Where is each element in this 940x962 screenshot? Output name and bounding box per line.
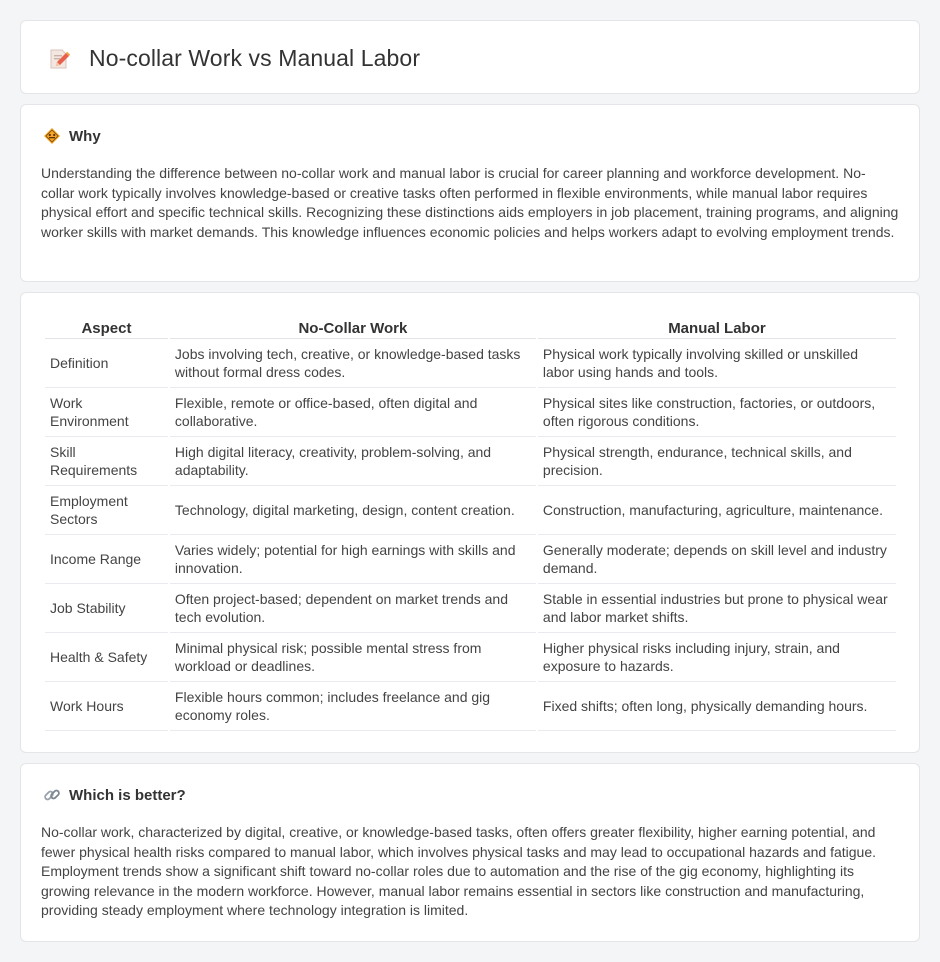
row-no-collar: Flexible hours common; includes freelance and gig economy roles. [170,682,536,731]
row-no-collar: Minimal physical risk; possible mental stress from workload or deadlines. [170,633,536,682]
comparison-table [43,315,898,731]
document-pencil-icon [47,47,71,71]
row-manual-labor: Physical sites like construction, factories, or outdoors, often rigorous conditions. [538,388,896,437]
better-header [43,786,186,804]
table-row [45,535,896,584]
table-row [45,486,896,535]
row-manual-labor: Fixed shifts; often long, physically demanding hours. [538,682,896,731]
header-card [20,20,920,94]
row-no-collar: Varies widely; potential for high earnings with skills and innovation. [170,535,536,584]
row-manual-labor: Physical work typically involving skilled or unskilled labor using hands and tools. [538,339,896,388]
why-card [20,104,920,282]
header-aspect: Aspect [45,315,168,339]
row-aspect: Health & Safety [45,633,168,682]
row-aspect: Employment Sectors [45,486,168,535]
better-title: Which is better? [69,786,186,804]
comparison-card [20,292,920,753]
diamond-sign-icon [43,127,61,145]
row-aspect: Skill Requirements [45,437,168,486]
table-row [45,437,896,486]
why-header [43,127,101,145]
row-manual-labor: Construction, manufacturing, agriculture, maintenance. [538,486,896,535]
row-manual-labor: Stable in essential industries but prone to physical wear and labor market shifts. [538,584,896,633]
row-aspect: Job Stability [45,584,168,633]
which-better-card [20,763,920,942]
row-manual-labor: Generally moderate; depends on skill level and industry demand. [538,535,896,584]
link-icon [43,786,61,804]
table-header-row [45,315,896,339]
why-title: Why [69,127,101,145]
row-no-collar: Flexible, remote or office-based, often digital and collaborative. [170,388,536,437]
header-manual-labor: Manual Labor [538,315,896,339]
page-title: No-collar Work vs Manual Labor [89,45,421,71]
row-no-collar: High digital literacy, creativity, problem-solving, and adaptability. [170,437,536,486]
title-row [47,45,420,72]
table-row [45,339,896,388]
table-row [45,388,896,437]
row-aspect: Definition [45,339,168,388]
row-aspect: Work Environment [45,388,168,437]
table-row [45,584,896,633]
row-aspect: Income Range [45,535,168,584]
row-aspect: Work Hours [45,682,168,731]
row-no-collar: Jobs involving tech, creative, or knowledge-based tasks without formal dress codes. [170,339,536,388]
row-no-collar: Often project-based; dependent on market trends and tech evolution. [170,584,536,633]
header-no-collar: No-Collar Work [170,315,536,339]
row-manual-labor: Physical strength, endurance, technical skills, and precision. [538,437,896,486]
why-text: Understanding the difference between no-collar work and manual labor is crucial for career planning and workforce development. No-collar work typically involves knowledge-based or creative tasks often performed in flexible environments, while manual labor requires physical effort and specific technical skills. Recognizing these distinctions aids employers in job placement, training programs, and aligning worker skills with market demands. This knowledge influences economic policies and helps workers adapt to evolving employment trends. [41,165,899,240]
better-text: No-collar work, characterized by digital, creative, or knowledge-based tasks, often offers greater flexibility, higher earning potential, and fewer physical health risks compared to manual labor, which involves physical tasks and may lead to occupational hazards and fatigue. Employment trends show a significant shift toward no-collar roles due to automation and the rise of the gig economy, highlighting its growing relevance in the modern workforce. However, manual labor remains essential in sectors like construction and manufacturing, providing steady employment where technology integration is limited. [41,824,877,919]
row-manual-labor: Higher physical risks including injury, strain, and exposure to hazards. [538,633,896,682]
row-no-collar: Technology, digital marketing, design, content creation. [170,486,536,535]
table-row [45,682,896,731]
table-row [45,633,896,682]
